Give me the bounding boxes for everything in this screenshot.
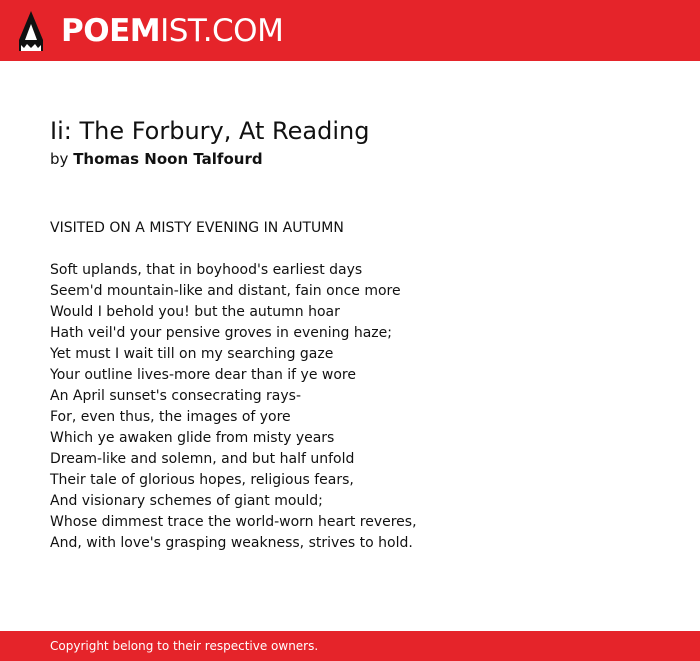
- byline: [50, 148, 263, 170]
- poem-title: Ii: The Forbury, At Reading: [50, 117, 370, 145]
- poem-line: And, with love's grasping weakness, strives to hold.: [50, 535, 413, 551]
- site-logo[interactable]: [61, 11, 283, 51]
- author-name[interactable]: Thomas Noon Talfourd: [73, 150, 263, 168]
- poem-line: And visionary schemes of giant mould;: [50, 493, 323, 509]
- poem-line: Whose dimmest trace the world-worn heart reveres,: [50, 514, 417, 530]
- poem-subtitle: VISITED ON A MISTY EVENING IN AUTUMN: [50, 220, 344, 236]
- poem-line: Yet must I wait till on my searching gaze: [50, 346, 334, 362]
- byline-prefix: by: [50, 150, 69, 168]
- copyright-text: Copyright belong to their respective owners.: [50, 639, 319, 653]
- logo-light-text: IST.COM: [160, 13, 284, 49]
- poem-line: Dream-like and solemn, and but half unfold: [50, 451, 355, 467]
- pencil-logo-icon[interactable]: [18, 10, 44, 52]
- poem-line: For, even thus, the images of yore: [50, 409, 291, 425]
- poem-line: Seem'd mountain-like and distant, fain once more: [50, 283, 401, 299]
- site-footer: [0, 631, 700, 661]
- site-header: [0, 0, 700, 61]
- poem-line: Hath veil'd your pensive groves in evening haze;: [50, 325, 392, 341]
- poem-line: Your outline lives-more dear than if ye wore: [50, 367, 356, 383]
- poem-line: Their tale of glorious hopes, religious fears,: [50, 472, 354, 488]
- poem-line: Would I behold you! but the autumn hoar: [50, 304, 340, 320]
- logo-strong-text: POEM: [61, 13, 161, 49]
- poem-line: Which ye awaken glide from misty years: [50, 430, 335, 446]
- poem-line: Soft uplands, that in boyhood's earliest days: [50, 262, 363, 278]
- poem-body: [50, 260, 417, 554]
- poem-line: An April sunset's consecrating rays-: [50, 388, 302, 404]
